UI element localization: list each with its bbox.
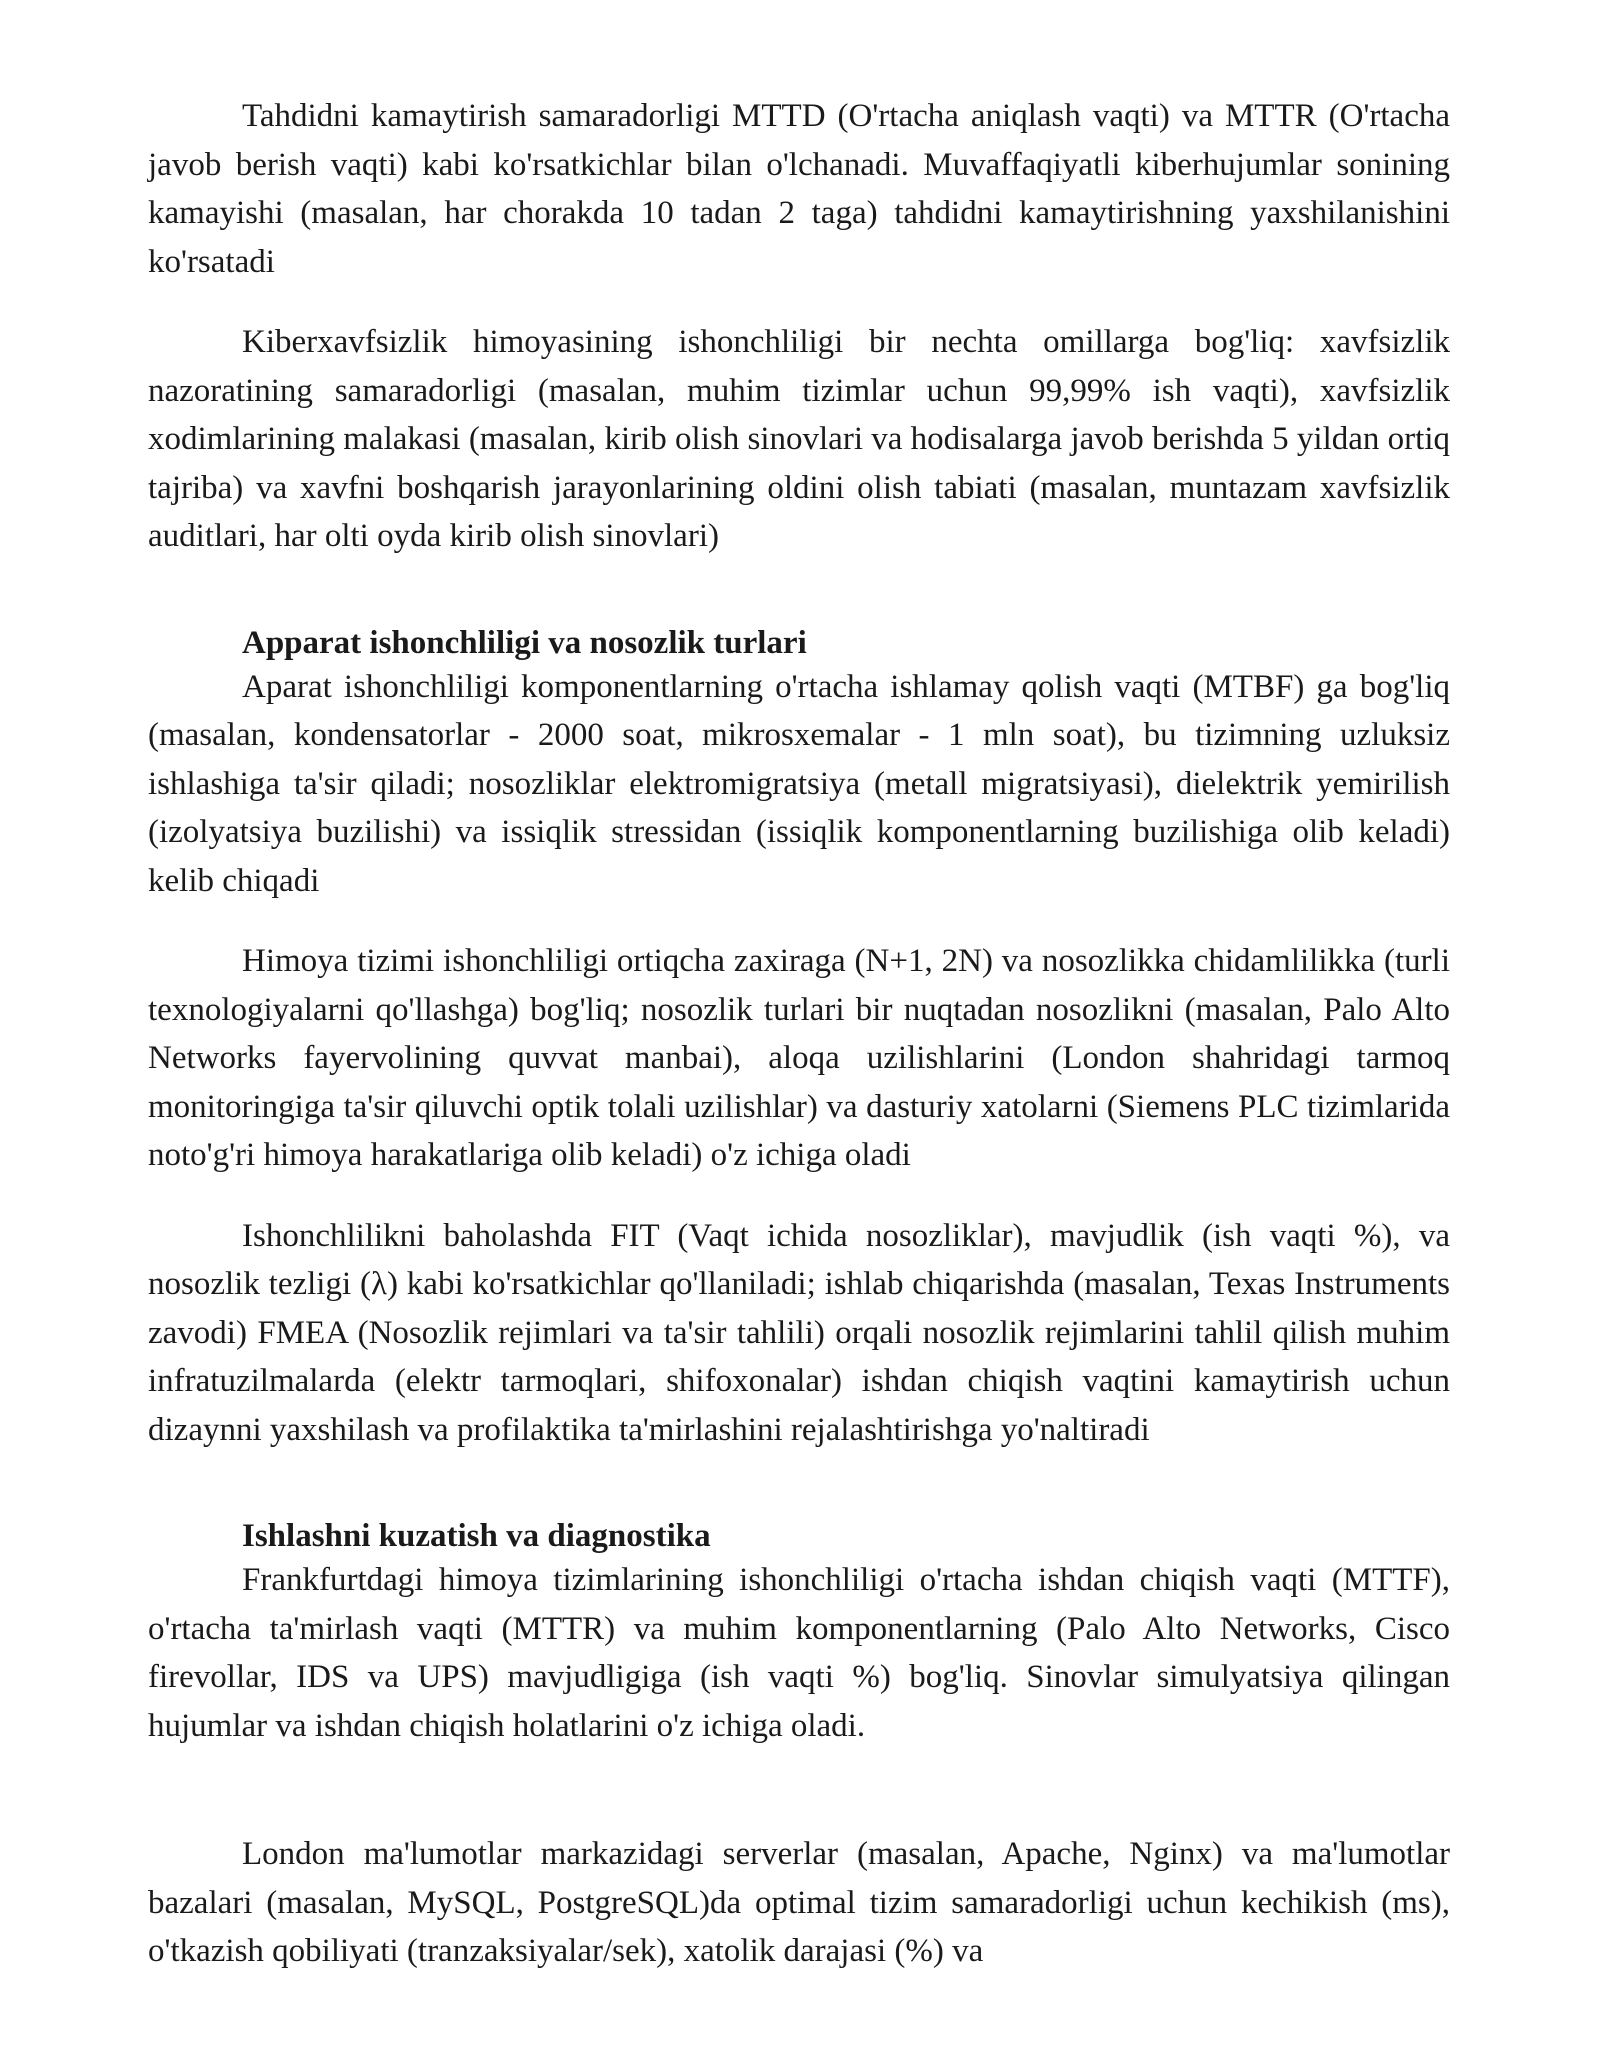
spacer — [148, 1750, 1450, 1830]
paragraph-reliability-assessment: Ishonchlilikni baholashda FIT (Vaqt ichida nosozliklar), mavjudlik (ish vaqti %), va nosozlik tezligi (λ) kabi ko'rsatkichlar qo'llaniladi; ishlab chiqarishda (masalan, Texas Instruments zavodi) FMEA (Nosozlik rejimlari va ta'sir tahlili) orqali nosozlik rejimlarini tahlil qilish muhim infratuzilmalarda (elektr tarmoqlari, shifoxonalar) ishdan chiqish vaqtini kamaytirish uchun dizaynni yaxshilash va profilaktika ta'mirlashini rejalashtirishga yo'naltiradi — [148, 1217, 1450, 1448]
section-heading-monitoring-diagnostics: Ishlashni kuzatish va diagnostika — [242, 1518, 711, 1554]
section-heading-hardware-reliability: Apparat ishonchliligi va nosozlik turlari — [242, 624, 807, 661]
paragraph-frankfurt-systems: Frankfurtdagi himoya tizimlarining ishonchliligi o'rtacha ishdan chiqish vaqti (MTTF), o'rtacha ta'mirlash vaqti (MTTR) va muhim komponentlarning (Palo Alto Networks, Cisco firevollar, IDS va UPS) mavjudligiga (ish vaqti %) bog'liq. Sinovlar simulyatsiya qilingan hujumlar va ishdan chiqish holatlarini o'z ichiga oladi. — [148, 1562, 1450, 1744]
paragraph-london-datacenter: London ma'lumotlar markazidagi serverlar (masalan, Apache, Nginx) va ma'lumotlar bazalari (masalan, MySQL, PostgreSQL)da optimal tizim samaradorligi uchun kechikish (ms), o'tkazish qobiliyati (tranzaksiyalar/sek), xatolik darajasi (%) va — [148, 1836, 1450, 1969]
document-page — [148, 92, 1450, 1976]
paragraph-threat-reduction: Tahdidni kamaytirish samaradorligi MTTD (O'rtacha aniqlash vaqti) va MTTR (O'rtacha javob berish vaqti) kabi ko'rsatkichlar bilan o'lchanadi. Muvaffaqiyatli kiberhujumlar sonining kamayishi (masalan, har chorakda 10 tadan 2 taga) tahdidni kamaytirishning yaxshilanishini ko'rsatadi — [148, 98, 1450, 280]
spacer — [148, 905, 1450, 937]
spacer — [148, 1454, 1450, 1516]
spacer — [148, 286, 1450, 318]
spacer — [148, 1180, 1450, 1212]
paragraph-cybersecurity-reliability: Kiberxavfsizlik himoyasining ishonchliligi bir nechta omillarga bog'liq: xavfsizlik nazoratining samaradorligi (masalan, muhim tizimlar uchun 99,99% ish vaqti), xavfsizlik xodimlarining malakasi (masalan, kirib olish sinovlari va hodisalarga javob berishda 5 yildan ortiq tajriba) va xavfni boshqarish jarayonlarining oldini olish tabiati (masalan, muntazam xavfsizlik auditlari, har olti oyda kirib olish sinovlari) — [148, 324, 1450, 554]
paragraph-hardware-reliability: Aparat ishonchliligi komponentlarning o'rtacha ishlamay qolish vaqti (MTBF) ga bog'liq (masalan, kondensatorlar - 2000 soat, mikrosxemalar - 1 mln soat), bu tizimning uzluksiz ishlashiga ta'sir qiladi; nosozliklar elektromigratsiya (metall migratsiyasi), dielektrik yemirilish (izolyatsiya buzilishi) va issiqlik stressidan (issiqlik komponentlarning buzilishiga olib keladi) kelib chiqadi — [148, 668, 1450, 899]
paragraph-protection-system-reliability: Himoya tizimi ishonchliligi ortiqcha zaxiraga (N+1, 2N) va nosozlikka chidamlilikka (turli texnologiyalarni qo'llashga) bog'liq; nosozlik turlari bir nuqtadan nosozlikni (masalan, Palo Alto Networks fayervolining quvvat manbai), aloqa uzilishlarini (London shahridagi tarmoq monitoringiga ta'sir qiluvchi optik tolali uzilishlar) va dasturiy xatolarni (Siemens PLC tizimlarida noto'g'ri himoya harakatlariga olib keladi) o'z ichiga oladi — [148, 943, 1450, 1173]
spacer — [148, 561, 1450, 623]
